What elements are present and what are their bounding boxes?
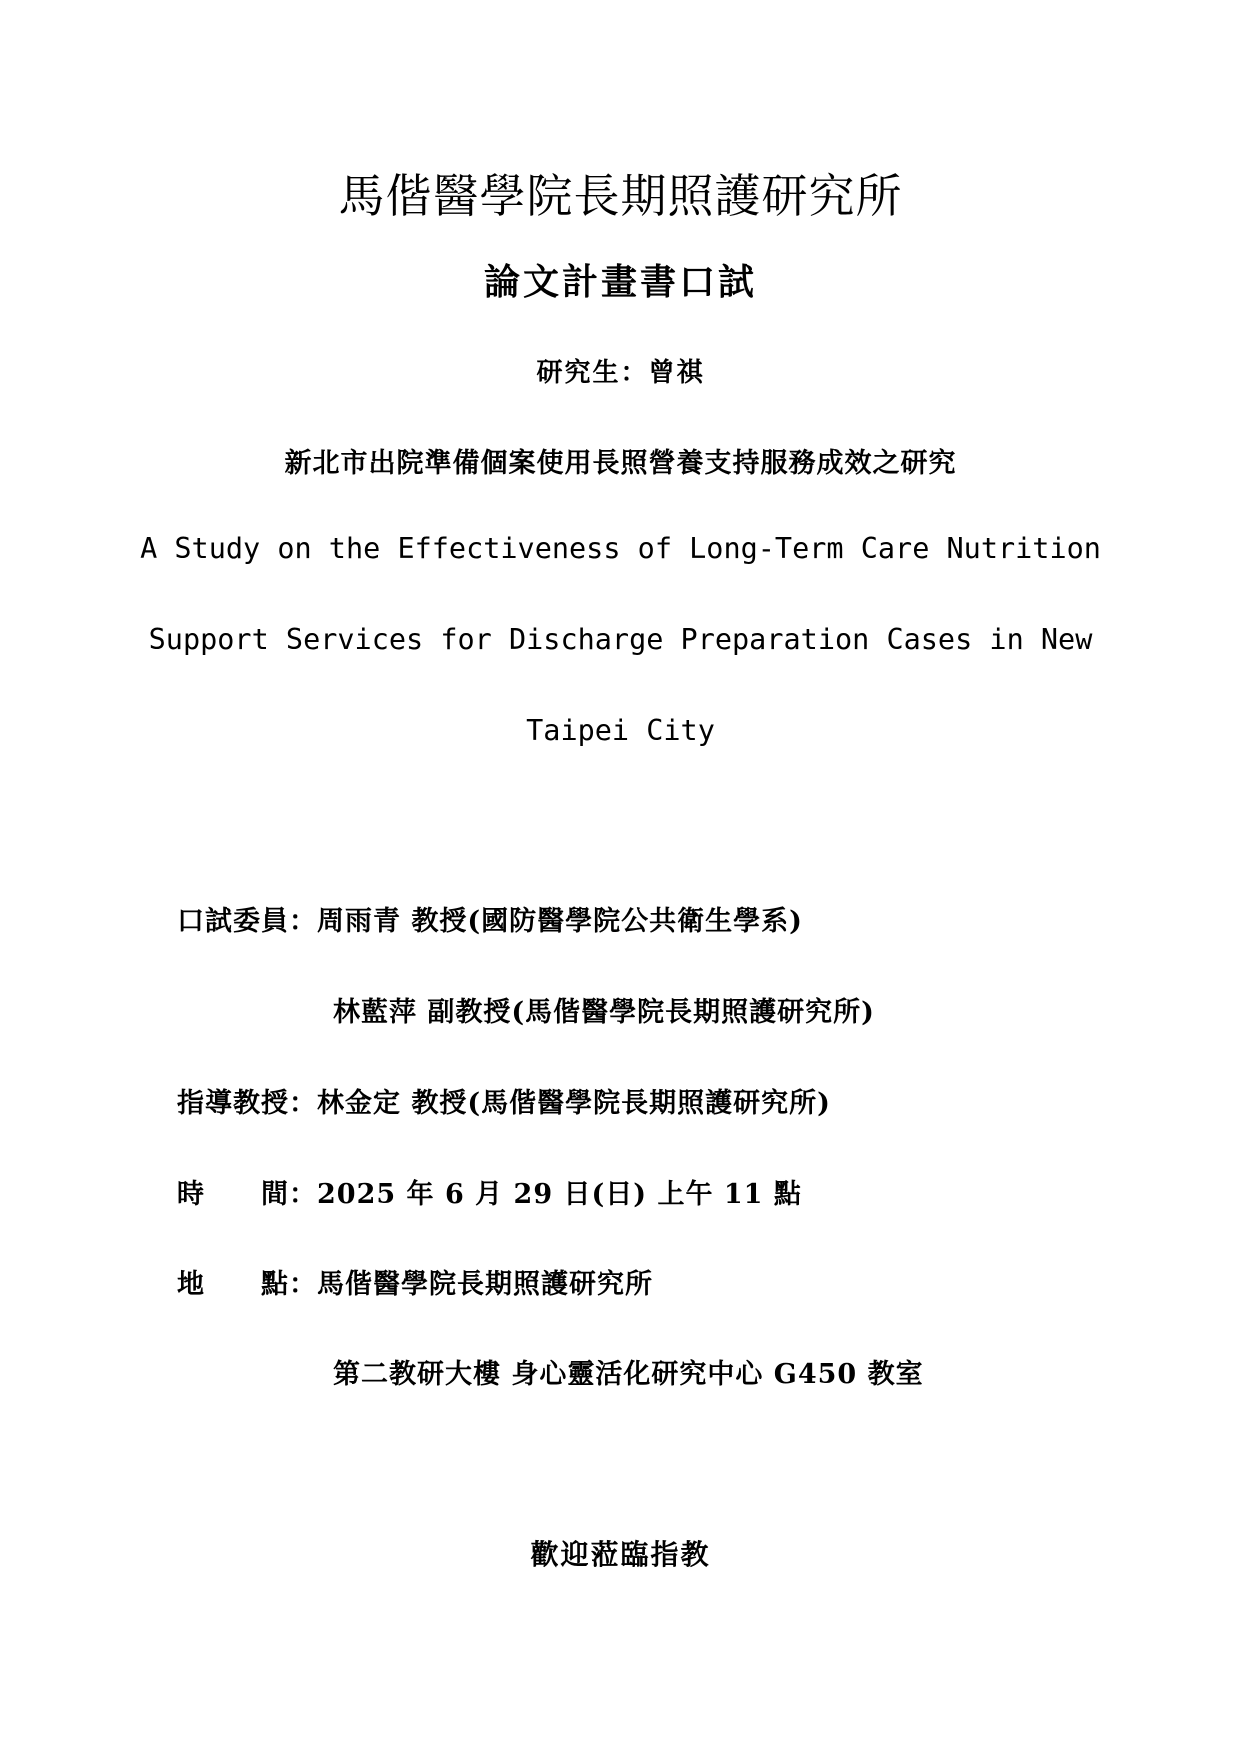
thesis-title-english-line-2: Support Services for Discharge Preparation Cases in New (148, 623, 1093, 656)
place-value-1: 馬偕醫學院長期照護研究所 (317, 1269, 653, 1300)
committee-row (177, 899, 803, 938)
advisor-label: 指導教授： (177, 1088, 317, 1119)
advisor-row (177, 1081, 831, 1120)
advisor-value: 林金定 教授(馬偕醫學院長期照護研究所) (317, 1088, 831, 1119)
welcome-text: 歡迎蒞臨指教 (530, 1538, 711, 1571)
committee-member-1: 周雨青 教授(國防醫學院公共衛生學系) (317, 906, 803, 937)
event-title: 論文計畫書口試 (483, 261, 757, 303)
place-row (177, 1262, 653, 1301)
committee-member-2: 林藍萍 副教授(馬偕醫學院長期照護研究所) (333, 997, 875, 1028)
committee-row-2 (333, 990, 875, 1029)
institute-title: 馬偕醫學院長期照護研究所 (338, 169, 903, 223)
time-row (177, 1172, 802, 1211)
thesis-title-english-line-3: Taipei City (526, 714, 715, 747)
student-line: 研究生：曾祺 (536, 358, 705, 388)
thesis-title-english-line-1: A Study on the Effectiveness of Long-Term Care Nutrition (140, 532, 1101, 565)
time-label: 時 間： (177, 1179, 317, 1210)
place-label: 地 點： (177, 1269, 317, 1300)
thesis-title-chinese: 新北市出院準備個案使用長照營養支持服務成效之研究 (284, 448, 957, 479)
time-value: 2025 年 6 月 29 日(日) 上午 11 點 (317, 1179, 802, 1210)
committee-label: 口試委員： (177, 906, 317, 937)
place-row-2 (333, 1352, 924, 1391)
place-value-2: 第二教研大樓 身心靈活化研究中心 G450 教室 (333, 1359, 924, 1390)
